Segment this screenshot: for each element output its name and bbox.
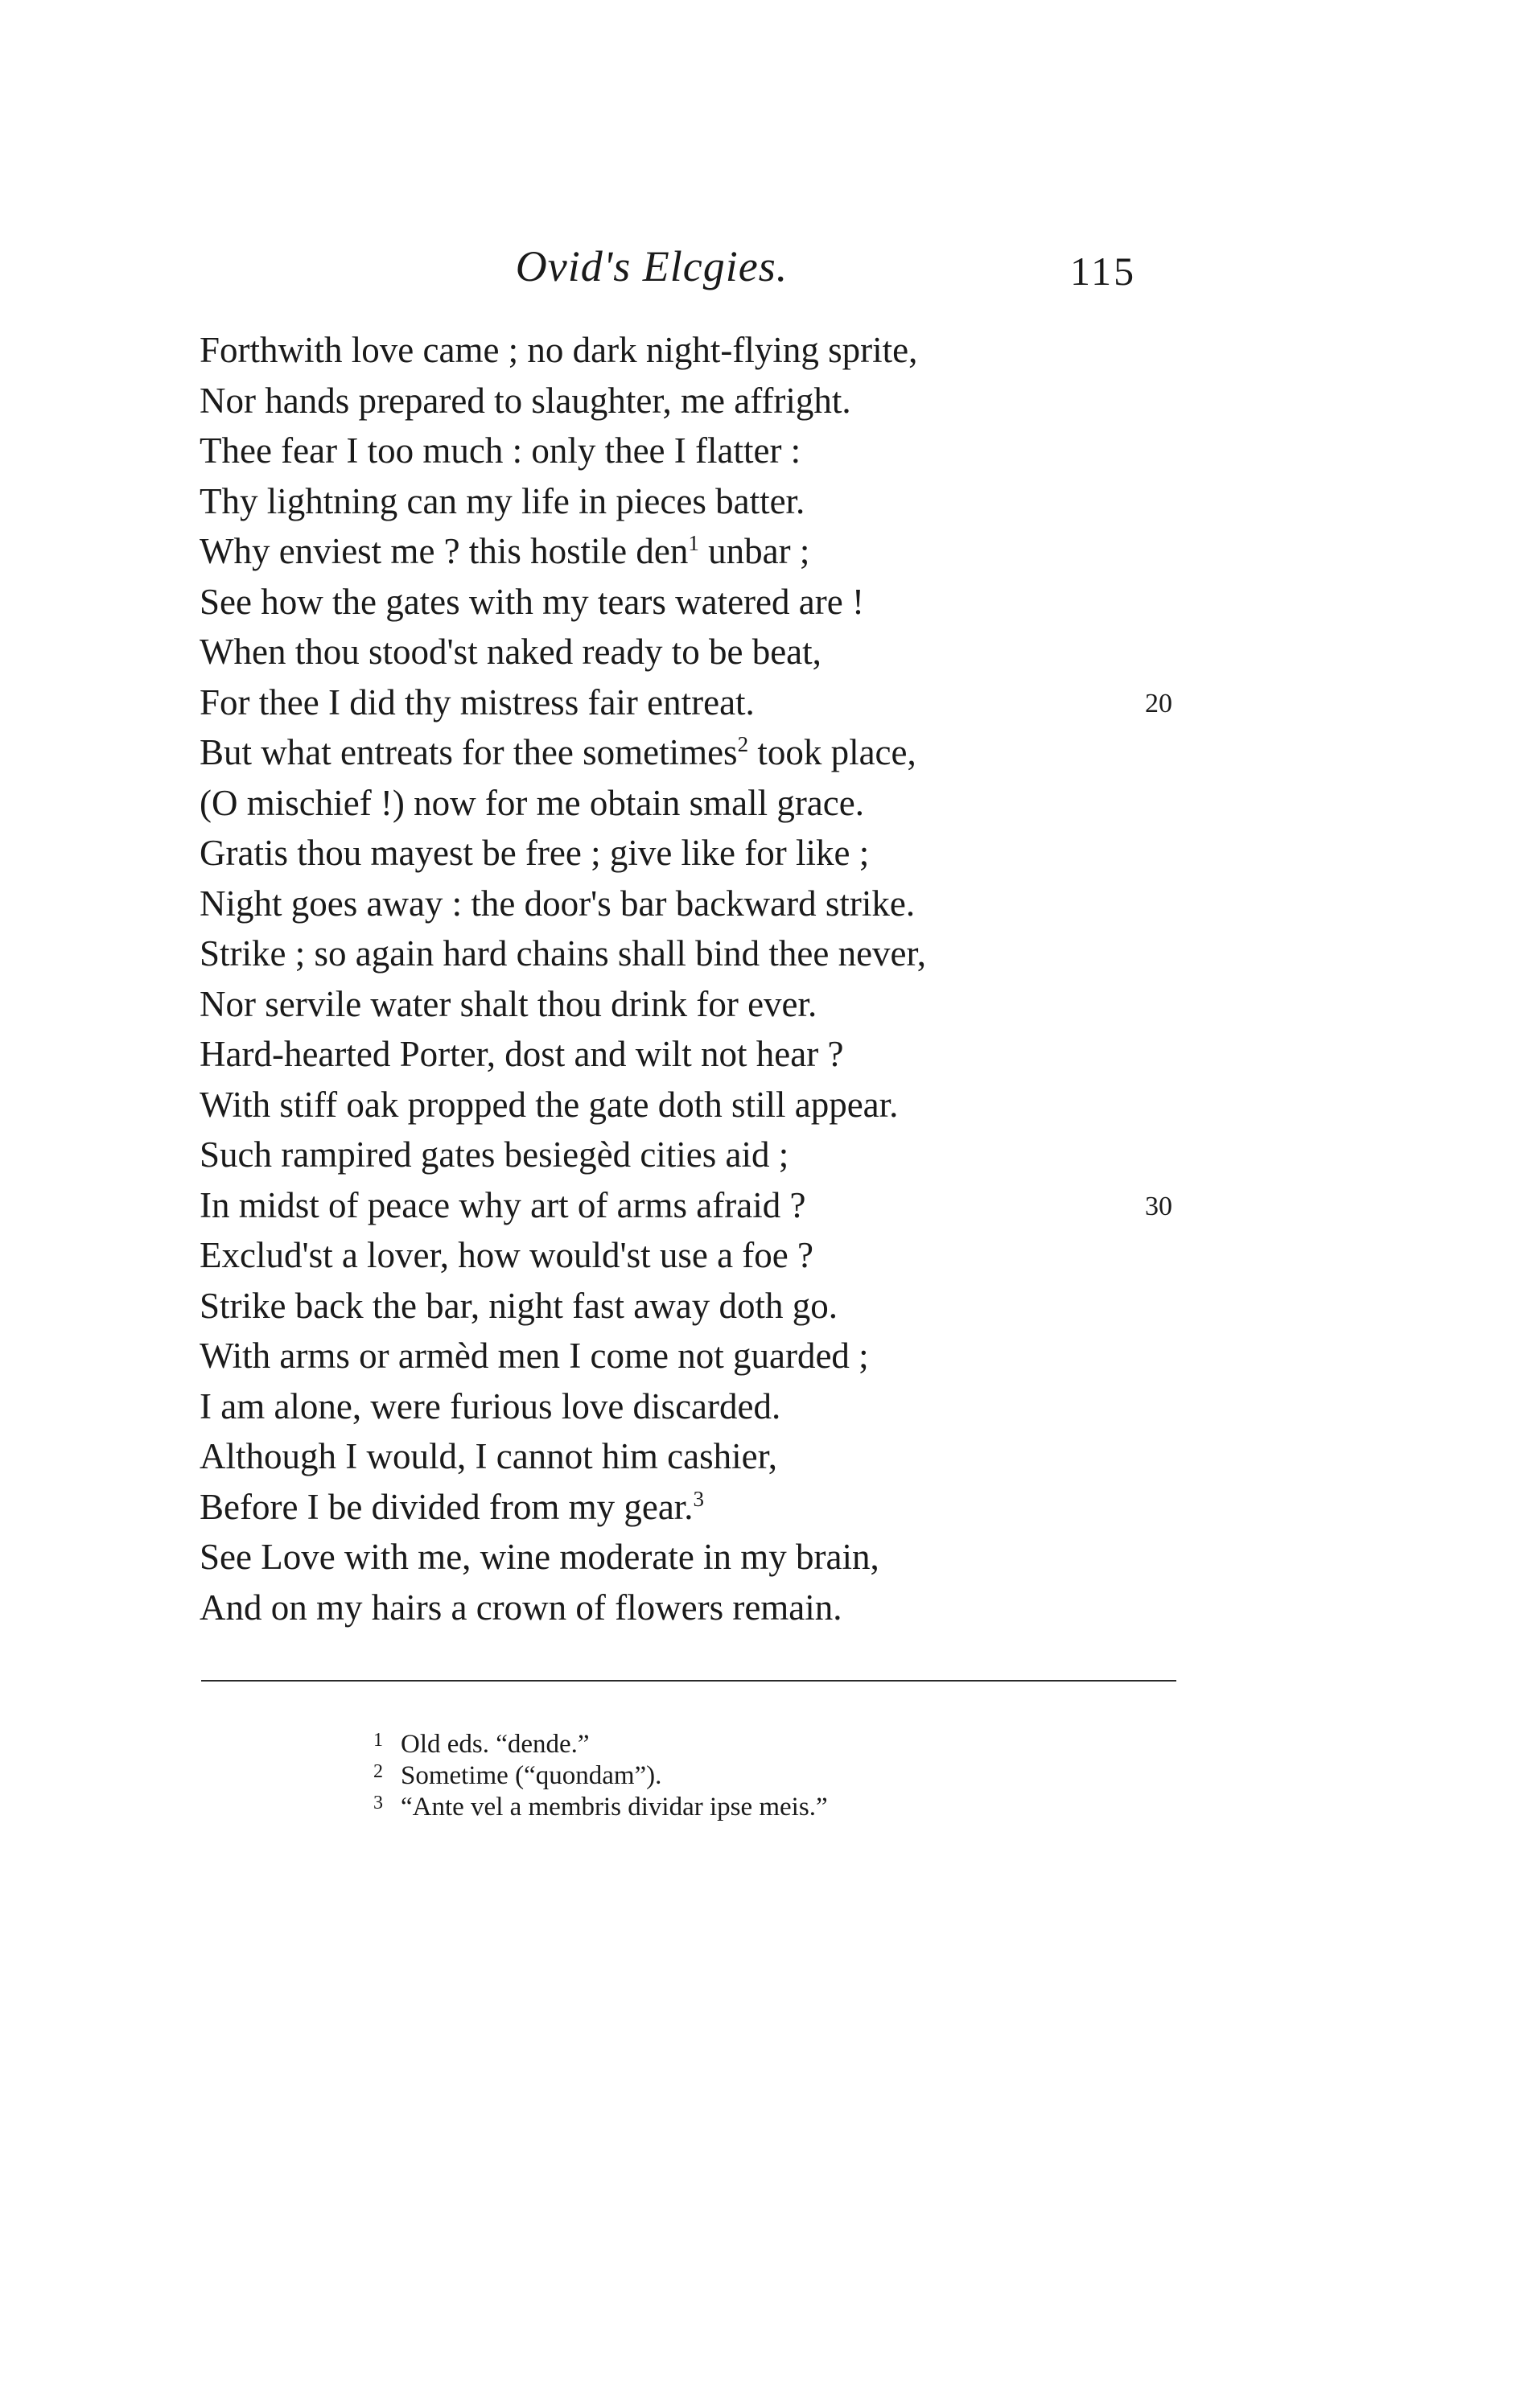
footnote-text: “Ante vel a membris dividar ipse meis.” [401, 1793, 828, 1822]
poem-line-text: Nor servile water shalt thou drink for ever. [200, 983, 817, 1024]
poem-line-text: Why enviest me ? this hostile den [200, 531, 689, 571]
poem-line [200, 526, 1205, 577]
footnote-marker: 1 [373, 1730, 383, 1751]
poem-line-text: And on my hairs a crown of flowers remain. [200, 1587, 842, 1628]
poem-line-text: Exclud'st a lover, how would'st use a foe ? [200, 1235, 813, 1275]
poem-line [200, 1130, 1205, 1180]
poem-line [200, 828, 1205, 879]
page-number: 115 [1070, 249, 1137, 294]
poem-line-text: Strike ; so again hard chains shall bind thee never, [200, 933, 926, 974]
poem-line [200, 476, 1205, 527]
poem-line-text: See how the gates with my tears watered are ! [200, 581, 864, 622]
poem-line-text: Before I be divided from my gear. [200, 1486, 694, 1527]
footnote-marker: 2 [373, 1761, 383, 1782]
poem-line-text: Forthwith love came ; no dark night-flying sprite, [200, 330, 918, 370]
footnote-text: Sometime (“quondam”). [401, 1761, 662, 1790]
poem-line-text: With arms or armèd men I come not guarded ; [200, 1336, 869, 1376]
poem-line-text-continued: unbar ; [698, 531, 810, 571]
poem-line [200, 1230, 1205, 1281]
poem-line-text: Thy lightning can my life in pieces batter. [200, 480, 805, 521]
poem-line-text: See Love with me, wine moderate in my brain, [200, 1537, 879, 1577]
poem-line [200, 325, 1205, 376]
poem-line-text: With stiff oak propped the gate doth still appear. [200, 1084, 899, 1125]
poem-line [200, 979, 1205, 1030]
footnote [373, 1789, 1097, 1821]
poem-line-text: Gratis thou mayest be free ; give like for like ; [200, 833, 870, 873]
running-title: Ovid's Elcgies. [515, 242, 789, 290]
poem-line [200, 727, 1205, 778]
poem-line [200, 1080, 1205, 1130]
poem-line-text-continued: took place, [748, 732, 916, 772]
poem-line-text: But what entreats for thee sometimes [200, 732, 738, 772]
poem-line [200, 879, 1205, 929]
poem-line-text: For thee I did thy mistress fair entreat. [200, 681, 755, 722]
footnote-divider [201, 1680, 1176, 1682]
poem-line-text: In midst of peace why art of arms afraid ? [200, 1184, 806, 1225]
poem-line-text: Hard-hearted Porter, dost and wilt not hear ? [200, 1034, 844, 1074]
poem-line [200, 1281, 1205, 1332]
line-number: 20 [1145, 688, 1172, 718]
poem-line [200, 778, 1205, 829]
poem-line [200, 1431, 1205, 1482]
poem-body [200, 325, 1205, 1632]
poem-line-text: Thee fear I too much : only thee I flatter : [200, 430, 801, 471]
poem-line [200, 627, 1205, 677]
poem-line [200, 376, 1205, 426]
poem-line [200, 1381, 1205, 1432]
poem-line [200, 928, 1205, 979]
poem-line [200, 677, 1205, 728]
poem-line-text: Night goes away : the door's bar backward strike. [200, 883, 916, 924]
poem-line [200, 1583, 1205, 1633]
poem-line [200, 1029, 1205, 1080]
poem-line-text: I am alone, were furious love discarded. [200, 1385, 781, 1426]
line-number: 30 [1145, 1191, 1172, 1221]
poem-line-text: Nor hands prepared to slaughter, me affright. [200, 380, 851, 421]
footnotes [373, 1727, 1097, 1821]
poem-line [200, 1331, 1205, 1381]
poem-line [200, 1482, 1205, 1533]
poem-line-text: (O mischief !) now for me obtain small grace. [200, 782, 864, 823]
footnote-reference: 1 [688, 530, 699, 555]
footnote [373, 1758, 1097, 1789]
poem-line-text: Strike back the bar, night fast away doth go. [200, 1285, 838, 1326]
poem-line [200, 577, 1205, 628]
poem-line-text: When thou stood'st naked ready to be beat, [200, 632, 821, 672]
footnote [373, 1727, 1097, 1758]
poem-line [200, 426, 1205, 476]
poem-line [200, 1180, 1205, 1231]
footnote-reference: 3 [693, 1486, 705, 1511]
footnote-marker: 3 [373, 1793, 383, 1813]
footnote-text: Old eds. “dende.” [401, 1730, 590, 1759]
poem-line [200, 1532, 1205, 1583]
poem-line-text: Although I would, I cannot him cashier, [200, 1436, 778, 1476]
footnote-reference: 2 [737, 731, 749, 756]
running-head [0, 238, 1540, 303]
poem-line-text: Such rampired gates besiegèd cities aid ; [200, 1134, 789, 1175]
